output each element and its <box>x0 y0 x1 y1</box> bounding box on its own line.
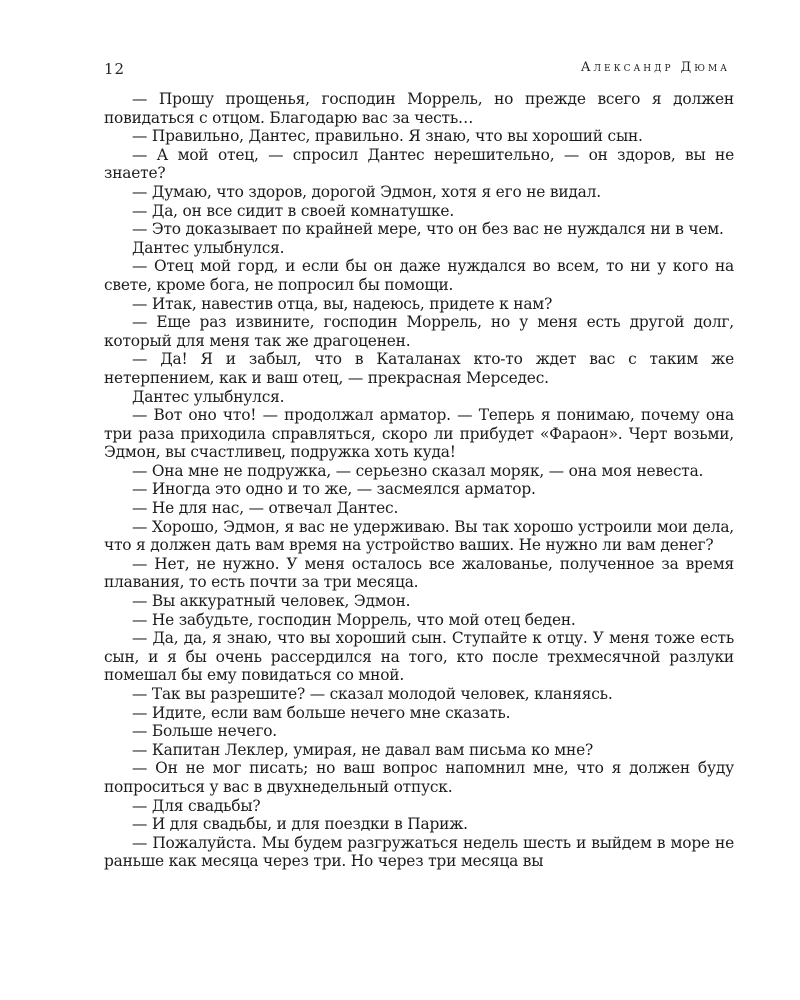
paragraph: — Капитан Леклер, умирая, не давал вам письма ко мне? <box>132 740 594 759</box>
paragraph: — Для свадьбы? <box>132 796 261 815</box>
paragraph: — Да, он все сидит в своей комнатушке. <box>132 201 455 220</box>
body-text <box>104 90 734 871</box>
paragraph: — Пожалуйста. Мы будем разгружаться недель шесть и выйдем в море не раньше как месяца через три. Но через три месяца вы <box>104 833 734 871</box>
paragraph: — Прошу прощенья, господин Моррель, но прежде всего я должен повидаться с отцом. Благодарю вас за честь… <box>104 90 734 127</box>
paragraph: Дантес улыбнулся. <box>132 238 285 257</box>
paragraph: — Еще раз извините, господин Моррель, но у меня есть другой долг, который для меня так же драгоценен. <box>104 313 734 350</box>
paragraph: — Идите, если вам больше нечего мне сказать. <box>132 703 511 722</box>
paragraph: — Отец мой горд, и если бы он даже нуждался во всем, то ни у кого на свете, кроме бога, не попросил бы помощи. <box>104 257 734 294</box>
paragraph: — Думаю, что здоров, дорогой Эдмон, хотя я его не видал. <box>132 182 601 201</box>
paragraph: — Так вы разрешите? — сказал молодой человек, кланяясь. <box>132 685 613 703</box>
paragraph: — Итак, навестив отца, вы, надеюсь, придете к нам? <box>132 294 553 313</box>
paragraph: — Он не мог писать; но ваш вопрос напомнил мне, что я должен буду попроситься у вас в двухнедельный отпуск. <box>104 759 734 796</box>
paragraph: Дантес улыбнулся. <box>132 387 285 406</box>
paragraph: — Вы аккуратный человек, Эдмон. <box>132 592 411 611</box>
paragraph: — Не для нас, — отвечал Дантес. <box>132 499 399 518</box>
paragraph: — Да, да, я знаю, что вы хороший сын. Ступайте к отцу. У меня тоже есть сын, и я бы очень рассердился на того, кто после трехмесячной разлуки помешал бы ему повидаться со мной. <box>104 629 734 685</box>
paragraph: — А мой отец, — спросил Дантес нерешительно, — он здоров, вы не знаете? <box>104 145 734 183</box>
paragraph: — Вот оно что! — продолжал арматор. — Теперь я понимаю, почему она три раза приходила справляться, скоро ли прибудет «Фараон». Черт возьми, Эдмон, вы счастливец, подружка хоть куда! <box>104 406 734 462</box>
paragraph: — Больше нечего. <box>132 722 277 741</box>
paragraph: — Она мне не подружка, — серьезно сказал моряк, — она моя невеста. <box>132 461 704 480</box>
paragraph: — Хорошо, Эдмон, я вас не удерживаю. Вы так хорошо устроили мои дела, что я должен дать вам время на устройство ваших. Не нужно ли вам денег? <box>104 517 734 555</box>
paragraph: — Это доказывает по крайней мере, что он без вас не нуждался ни в чем. <box>132 220 724 239</box>
paragraph: — Да! Я и забыл, что в Каталанах кто-то ждет вас с таким же нетерпением, как и ваш отец, — прекрасная Мерседес. <box>104 350 734 387</box>
paragraph: — Нет, не нужно. У меня осталось все жалованье, полученное за время плавания, то есть почти за три месяца. <box>104 554 734 592</box>
running-head-author: Александр Дюма <box>580 60 730 75</box>
paragraph: — Не забудьте, господин Моррель, что мой отец беден. <box>132 610 576 629</box>
paragraph: — И для свадьбы, и для поездки в Париж. <box>132 815 468 834</box>
page-number: 12 <box>104 60 126 78</box>
paragraph: — Правильно, Дантес, правильно. Я знаю, что вы хороший сын. <box>132 127 643 146</box>
paragraph: — Иногда это одно и то же, — засмеялся арматор. <box>132 480 536 499</box>
